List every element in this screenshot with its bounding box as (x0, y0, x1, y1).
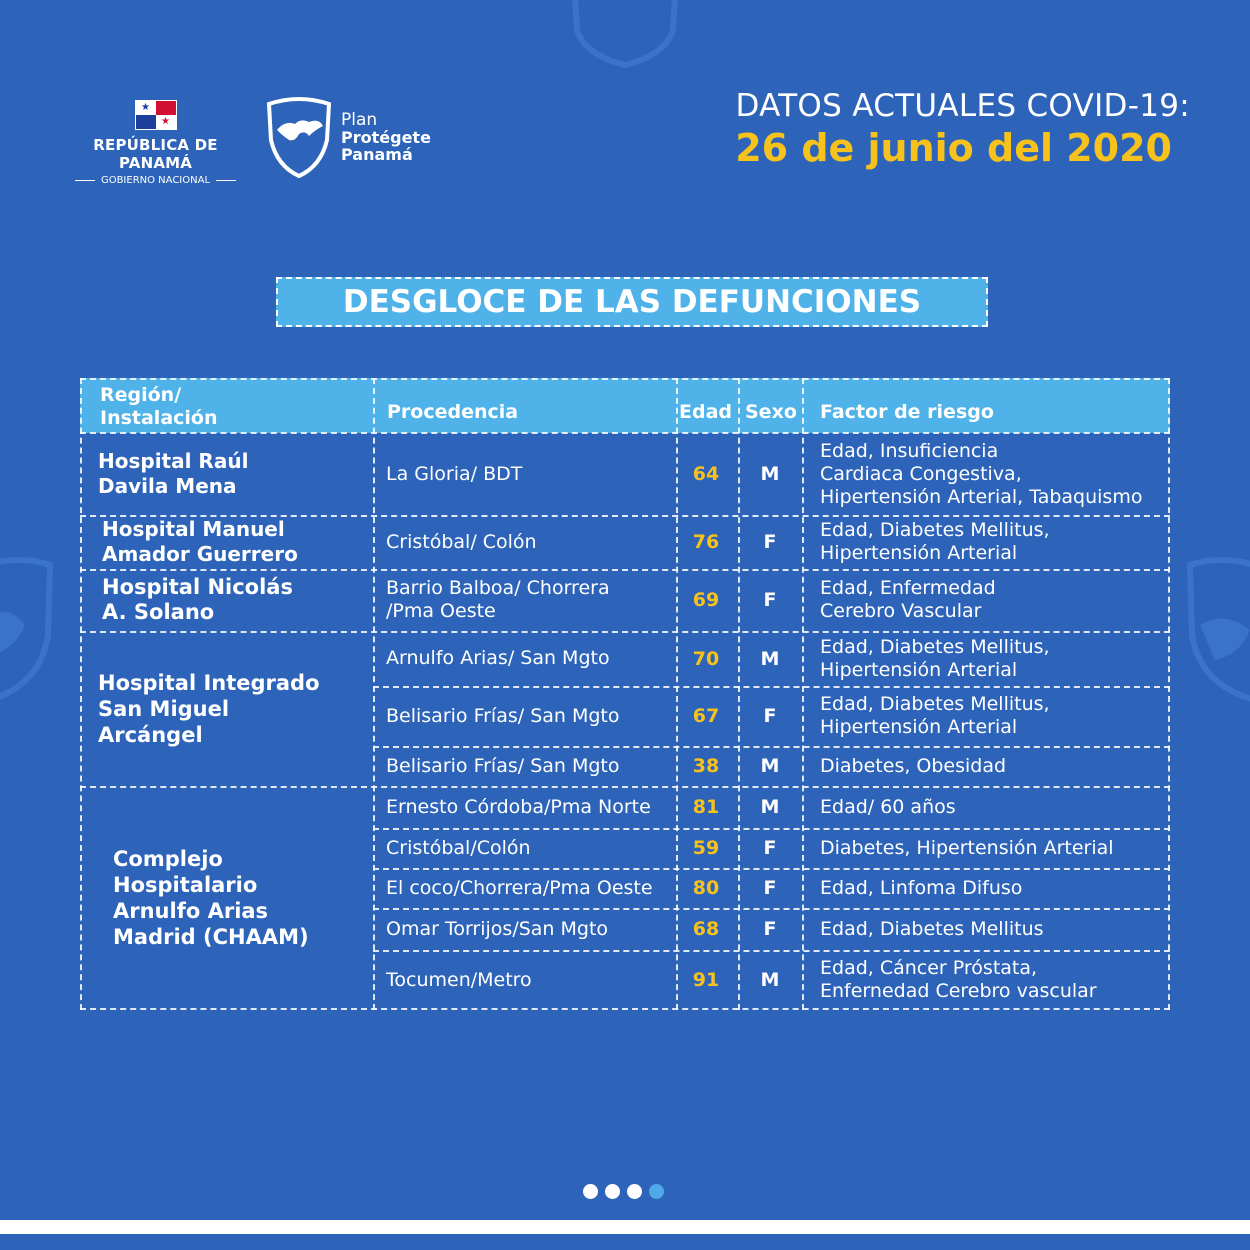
edad-cell: 76 (692, 531, 720, 553)
procedencia-cell: Cristóbal/Colón (386, 836, 531, 859)
report-date: 26 de junio del 2020 (735, 126, 1172, 170)
edad-cell: 38 (692, 755, 720, 777)
section-title: DESGLOCE DE LAS DEFUNCIONES (276, 277, 988, 327)
factor-cell: Edad/ 60 años (820, 795, 956, 818)
row-divider (373, 746, 1170, 748)
row-divider (373, 908, 1170, 910)
region-hospital-raul-davila: Hospital Raúl Davila Mena (98, 449, 249, 498)
procedencia-cell: La Gloria/ BDT (386, 462, 523, 485)
shield-watermark-right (1180, 555, 1250, 705)
table-border (80, 378, 1170, 380)
sexo-cell: F (763, 877, 777, 899)
column-divider (676, 378, 678, 1010)
factor-cell: Edad, Linfoma Difuso (820, 876, 1023, 899)
row-divider (373, 868, 1170, 870)
procedencia-cell: Belisario Frías/ San Mgto (386, 704, 620, 727)
procedencia-cell: Omar Torrijos/San Mgto (386, 917, 609, 940)
plan-label: Plan (341, 109, 378, 130)
procedencia-cell: El coco/Chorrera/Pma Oeste (386, 876, 653, 899)
footer-bar (0, 1220, 1250, 1234)
shield-watermark-top (565, 0, 685, 70)
edad-cell: 59 (692, 837, 720, 859)
table-border (80, 1008, 1170, 1010)
edad-cell: 64 (692, 463, 720, 485)
column-divider (373, 378, 375, 1010)
edad-cell: 91 (692, 969, 720, 991)
factor-cell: Edad, Cáncer Próstata, Enfernedad Cerebro vascular (820, 957, 1097, 1002)
row-divider (80, 432, 1170, 434)
row-divider (373, 686, 1170, 688)
pagination-dot[interactable] (583, 1184, 598, 1199)
panama-label: Panamá (341, 144, 413, 164)
sexo-cell: M (760, 647, 780, 670)
edad-cell: 67 (692, 705, 720, 727)
row-divider (80, 786, 1170, 788)
pagination-dot[interactable] (627, 1184, 642, 1199)
factor-cell: Edad, Diabetes Mellitus, Hipertensión Arterial (820, 693, 1050, 738)
sexo-cell: M (760, 463, 780, 485)
procedencia-cell: Tocumen/Metro (386, 968, 532, 991)
protegete-label: Protégete (341, 127, 431, 147)
header-edad: Edad (679, 401, 733, 423)
region-hospital-san-miguel: Hospital Integrado San Miguel Arcángel (98, 670, 320, 747)
panama-flag-icon: ★ ★ (135, 100, 177, 130)
table-border (80, 378, 82, 1010)
deaths-table (80, 378, 1170, 1010)
pagination-dot[interactable] (605, 1184, 620, 1199)
factor-cell: Edad, Diabetes Mellitus (820, 917, 1044, 940)
shield-map-icon (265, 96, 333, 178)
header-factor: Factor de riesgo (820, 401, 994, 423)
republic-name: REPÚBLICA DE PANAMÁ (93, 136, 218, 172)
header-region: Región/ Instalación (100, 384, 218, 429)
procedencia-cell: Arnulfo Arias/ San Mgto (386, 647, 610, 669)
procedencia-cell: Cristóbal/ Colón (386, 530, 537, 553)
shield-watermark-left (0, 555, 60, 705)
procedencia-cell: Barrio Balboa/ Chorrera /Pma Oeste (386, 577, 610, 622)
edad-cell: 81 (692, 796, 720, 818)
edad-cell: 80 (692, 877, 720, 899)
row-divider (80, 631, 1170, 633)
factor-cell: Edad, Diabetes Mellitus, Hipertensión Arterial (820, 635, 1050, 681)
edad-cell: 70 (692, 647, 720, 670)
page-title: DATOS ACTUALES COVID-19: (735, 88, 1190, 124)
row-divider (80, 515, 1170, 517)
pagination-dot[interactable] (649, 1184, 664, 1199)
gobierno-label: GOBIERNO NACIONAL (100, 175, 211, 186)
region-hospital-nicolas-solano: Hospital Nicolás A. Solano (102, 575, 293, 624)
factor-cell: Edad, Insuficiencia Cardiaca Congestiva, Hipertensión Arterial, Tabaquismo (820, 439, 1143, 508)
sexo-cell: M (760, 969, 780, 991)
sexo-cell: F (763, 918, 777, 940)
row-divider (373, 828, 1170, 830)
region-chaam: Complejo Hospitalario Arnulfo Arias Madrid (CHAAM) (113, 847, 309, 949)
factor-cell: Diabetes, Hipertensión Arterial (820, 836, 1114, 859)
table-border (1168, 378, 1170, 1010)
sexo-cell: M (760, 755, 780, 777)
sexo-cell: F (763, 531, 777, 553)
row-divider (80, 569, 1170, 571)
edad-cell: 68 (692, 918, 720, 940)
pagination-dots (583, 1184, 664, 1199)
column-divider (738, 378, 740, 1010)
edad-cell: 69 (692, 589, 720, 611)
sexo-cell: F (763, 705, 777, 727)
republic-subtitle (58, 175, 253, 186)
factor-cell: Edad, Enfermedad Cerebro Vascular (820, 577, 996, 622)
divider (75, 180, 95, 181)
factor-cell: Edad, Diabetes Mellitus, Hipertensión Arterial (820, 519, 1050, 564)
factor-cell: Diabetes, Obesidad (820, 754, 1007, 777)
header-sexo: Sexo (745, 401, 797, 423)
divider (216, 180, 236, 181)
row-divider (373, 950, 1170, 952)
plan-protegete-logo (265, 96, 431, 178)
sexo-cell: F (763, 589, 777, 611)
header-procedencia: Procedencia (387, 401, 519, 423)
sexo-cell: F (763, 837, 777, 859)
republica-panama-logo (58, 100, 253, 186)
column-divider (802, 378, 804, 1010)
sexo-cell: M (760, 796, 780, 818)
procedencia-cell: Belisario Frías/ San Mgto (386, 754, 620, 777)
region-hospital-manuel-amador: Hospital Manuel Amador Guerrero (102, 517, 298, 566)
procedencia-cell: Ernesto Córdoba/Pma Norte (386, 795, 651, 818)
